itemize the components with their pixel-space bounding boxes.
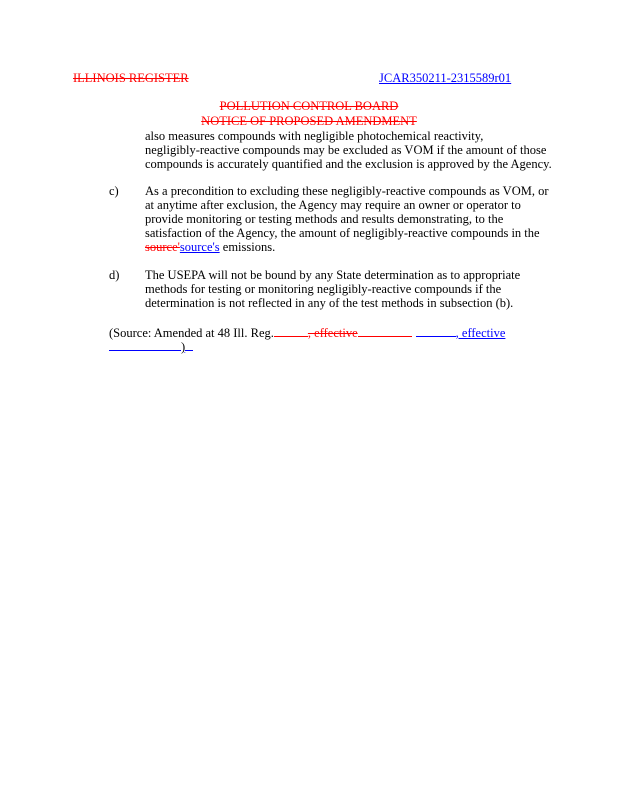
deleted-effective: , effective bbox=[307, 326, 358, 340]
paragraph-d-line-1: The USEPA will not be bound by any State determination as to appropriate bbox=[145, 268, 521, 282]
inserted-volume-blank bbox=[416, 324, 456, 337]
source-close: ) bbox=[181, 340, 186, 354]
paragraph-c-line-3: provide monitoring or testing methods and results demonstrating, to the bbox=[145, 212, 504, 226]
paragraph-d-label: d) bbox=[109, 268, 120, 282]
inserted-date-blank bbox=[109, 338, 181, 351]
paragraph-c-label: c) bbox=[109, 184, 119, 198]
inserted-text: source's bbox=[179, 240, 220, 254]
inserted-effective: , effective bbox=[455, 326, 506, 340]
continuation-paragraph bbox=[145, 129, 552, 171]
paragraph-c-line-1: As a precondition to excluding these negligibly-reactive compounds as VOM, or bbox=[145, 184, 549, 198]
jcar-code bbox=[379, 71, 511, 86]
deleted-date-blank bbox=[358, 324, 412, 337]
paragraph-c-line-5 bbox=[145, 240, 549, 254]
deleted-text: source' bbox=[145, 240, 180, 254]
paragraph-c bbox=[145, 184, 549, 254]
continuation-line-1: also measures compounds with negligible photochemical reactivity, bbox=[145, 129, 484, 143]
paragraph-c-line-5-rest: emissions. bbox=[219, 240, 276, 254]
notice-title: NOTICE OF PROPOSED AMENDMENT bbox=[201, 114, 417, 128]
continuation-line-3: compounds is accurately quantified and the exclusion is approved by the Agency. bbox=[145, 157, 552, 171]
source-prefix: (Source: Amended at 48 Ill. Reg. bbox=[109, 326, 274, 340]
continuation-line-2: negligibly-reactive compounds may be excluded as VOM if the amount of those bbox=[145, 143, 547, 157]
paragraph-d bbox=[145, 268, 520, 310]
jcar-code-suffix: r01 bbox=[494, 71, 512, 85]
inserted-trailing-blank bbox=[185, 338, 193, 351]
agency-name: POLLUTION CONTROL BOARD bbox=[219, 99, 399, 113]
paragraph-c-line-4: satisfaction of the Agency, the amount of negligibly-reactive compounds in the bbox=[145, 226, 540, 240]
paragraph-c-line-2: at anytime after exclusion, the Agency may require an owner or operator to bbox=[145, 198, 521, 212]
jcar-code-main: JCAR350211-2315589 bbox=[379, 71, 495, 85]
paragraph-d-line-2: methods for testing or monitoring negligibly-reactive compounds if the bbox=[145, 282, 502, 296]
register-title: ILLINOIS REGISTER bbox=[73, 71, 189, 85]
source-note-line-2 bbox=[109, 338, 193, 354]
paragraph-d-line-3: determination is not reflected in any of the test methods in subsection (b). bbox=[145, 296, 514, 310]
deleted-volume-blank bbox=[274, 324, 308, 337]
